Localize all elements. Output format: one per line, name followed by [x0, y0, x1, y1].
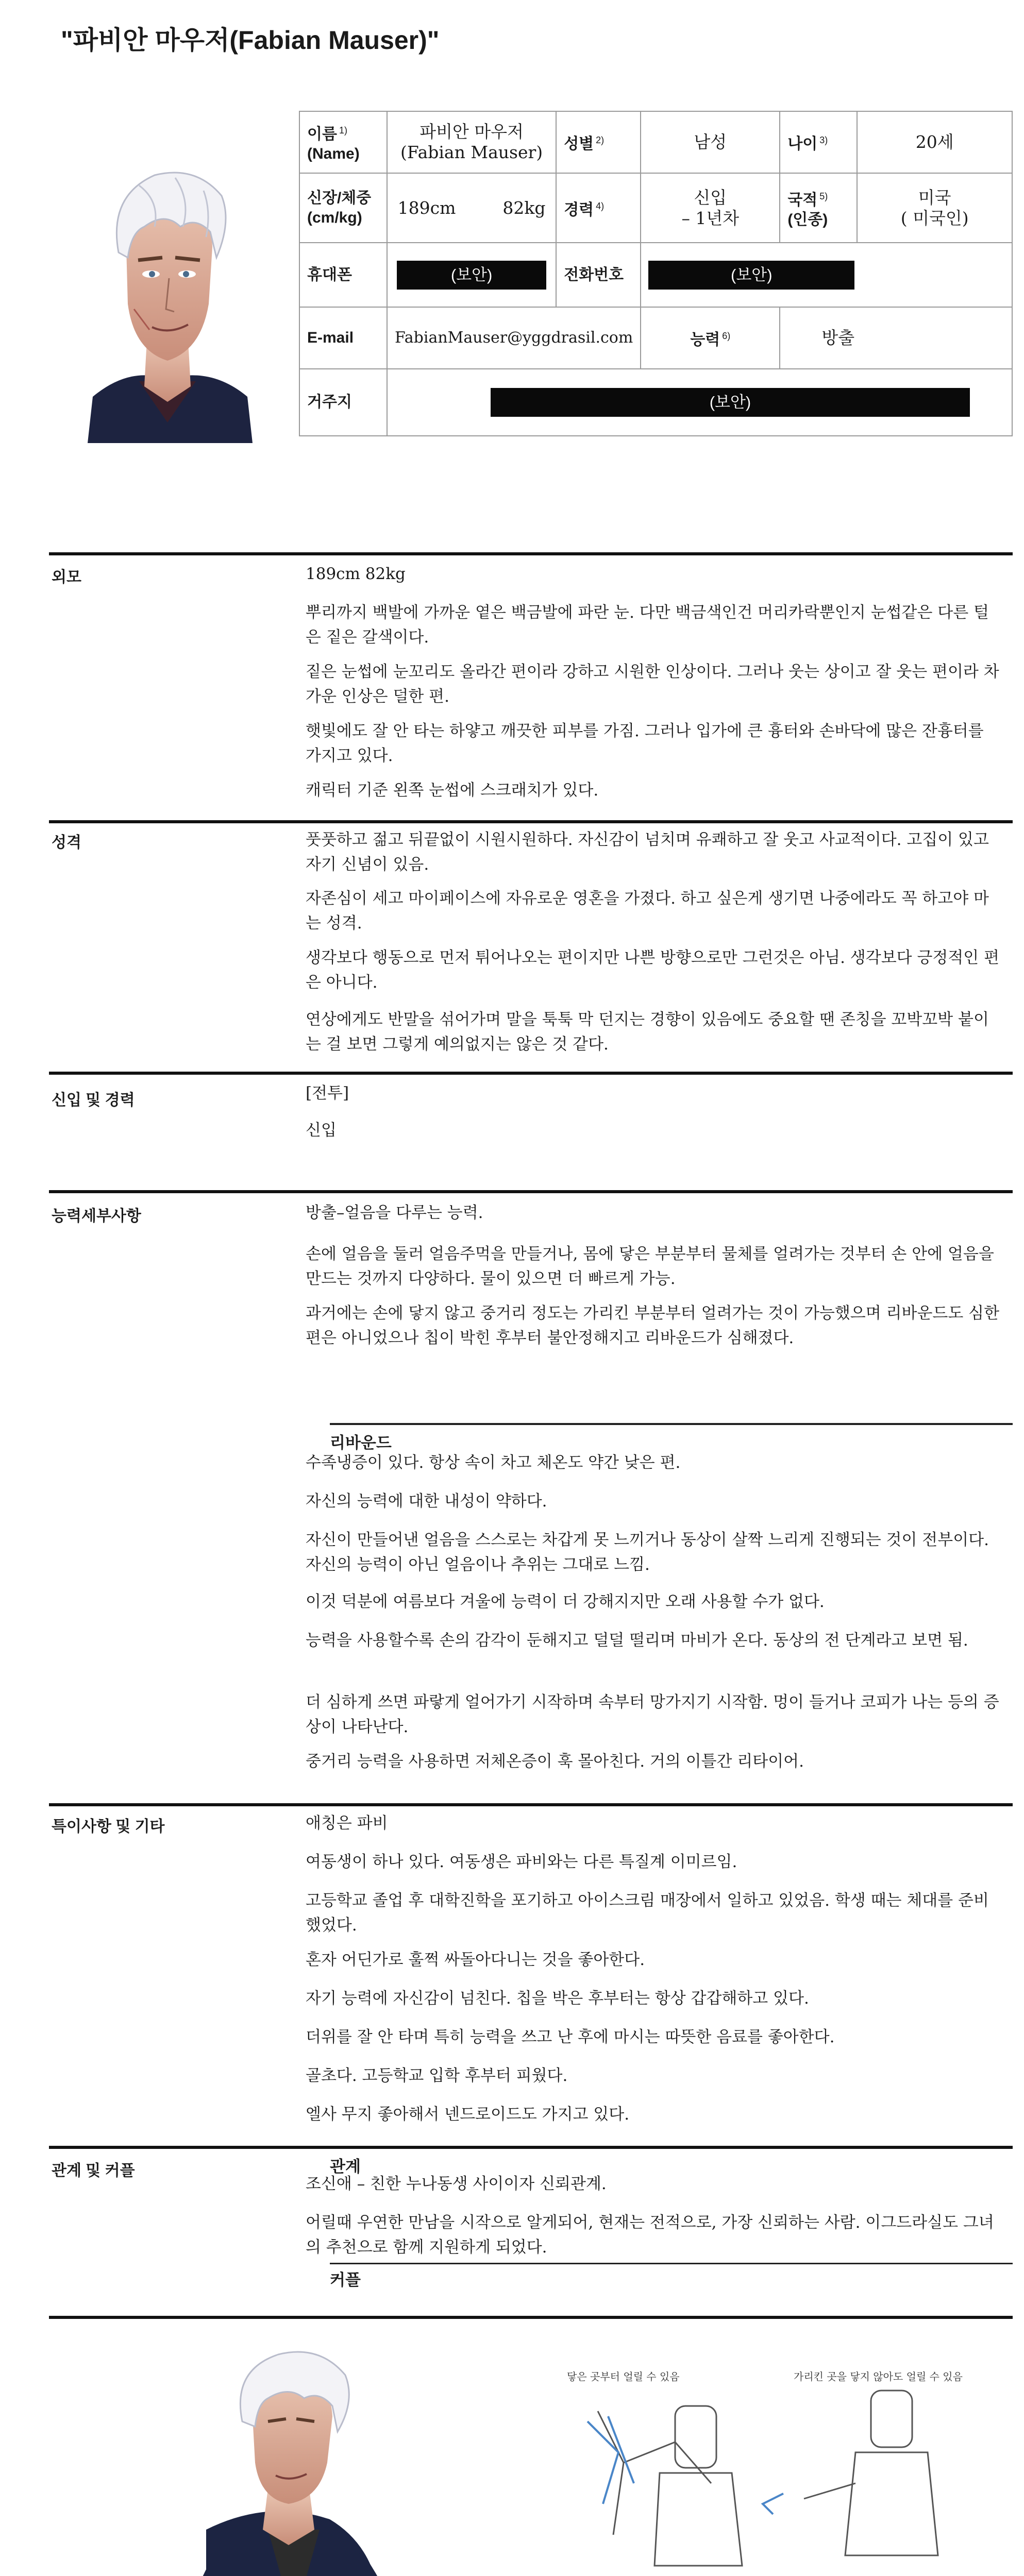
nationality-value-2: ( 미국인)	[900, 208, 969, 228]
address-label: 거주지	[299, 369, 387, 436]
hw-label-en: (cm/kg)	[307, 209, 362, 226]
career-value-1: 신입	[694, 187, 727, 208]
name-value-ko: 파비안 마우저	[419, 122, 524, 142]
appearance-p1: 189cm 82kg	[306, 565, 406, 583]
note-1: 닿은 곳부터 얼릴 수 있음	[567, 2370, 680, 2383]
ability-label-cell	[641, 307, 780, 369]
misc-p2: 여동생이 하나 있다. 여동생은 파비와는 다른 특질계 이미르임.	[306, 1853, 737, 1871]
ability-label: 능력	[690, 331, 720, 348]
page-title: "파비안 마우저(Fabian Mauser)"	[61, 26, 440, 55]
rebound-rule	[330, 1423, 1013, 1425]
couple-title: 커플	[330, 2271, 361, 2289]
ability-p3: 과거에는 손에 닿지 않고 중거리 정도는 가리킨 부분부터 얼려가는 것이 가능했으며 리바운드도 심한 편은 아니었으나 칩이 박힌 후부터 불안정해지고 리바운드가 심해졌다.	[306, 1304, 1000, 1347]
divider	[49, 1803, 1013, 1806]
mobile-redacted: (보안)	[397, 261, 546, 290]
appearance-p4: 햇빛에도 잘 안 타는 하얗고 깨끗한 피부를 가짐. 그러나 입가에 큰 흉터와 손바닥에 많은 잔흉터를 가지고 있다.	[306, 722, 984, 765]
nationality-sup: 5)	[819, 191, 828, 201]
mobile-label: 휴대폰	[299, 243, 387, 307]
appearance-p2: 뿌리까지 백발에 가까운 옅은 백금발에 파란 눈. 다만 백금색인건 머리카락뿐인지 눈썹같은 다른 털은 짙은 갈색이다.	[306, 603, 989, 647]
rebound-p7: 중거리 능력을 사용하면 저체온증이 훅 몰아친다. 거의 이틀간 리타이어.	[306, 1752, 804, 1771]
misc-p3: 고등학교 졸업 후 대학진학을 포기하고 아이스크림 매장에서 일하고 있었음. 학생 때는 체대를 준비했었다.	[306, 1891, 989, 1935]
hw-label: 신장/체중	[307, 189, 372, 207]
height-value: 189cm	[397, 197, 456, 218]
mobile-value-cell	[387, 243, 556, 307]
appearance-p3: 짙은 눈썹에 눈꼬리도 올라간 편이라 강하고 시원한 인상이다. 그러나 웃는 상이고 잘 웃는 편이라 차가운 인상은 덜한 편.	[306, 663, 999, 706]
section-label-ability: 능력세부사항	[52, 1208, 141, 1225]
divider	[49, 552, 1013, 555]
name-label-cell	[299, 111, 387, 173]
nationality-label-cell	[780, 173, 857, 243]
profile-table	[299, 111, 1013, 436]
career-label-cell	[556, 173, 641, 243]
relation-title: 관계	[330, 2158, 361, 2176]
hw-label-cell	[299, 173, 387, 243]
character-portrait	[77, 155, 258, 443]
section-label-personality: 성격	[52, 834, 81, 851]
divider	[49, 1190, 1013, 1193]
name-label: 이름	[307, 126, 337, 143]
address-value-cell	[387, 369, 1012, 436]
misc-p5: 자기 능력에 자신감이 넘친다. 칩을 박은 후부터는 항상 갑갑해하고 있다.	[306, 1989, 809, 2008]
rebound-p2: 자신의 능력에 대한 내성이 약하다.	[306, 1492, 547, 1511]
character-fullbody-illustration	[52, 2334, 567, 2576]
age-label-cell	[780, 111, 857, 173]
misc-p4: 혼자 어딘가로 훌쩍 싸돌아다니는 것을 좋아한다.	[306, 1951, 645, 1969]
personality-p3: 생각보다 행동으로 먼저 튀어나오는 편이지만 나쁜 방향으로만 그런것은 아님. 생각보다 긍정적인 편은 아니다.	[306, 948, 1000, 992]
rebound-title: 리바운드	[330, 1434, 392, 1452]
section-label-career: 신입 및 경력	[52, 1092, 135, 1109]
nationality-value-1: 미국	[918, 187, 951, 208]
gender-sup: 2)	[596, 135, 605, 145]
career-value-cell	[641, 173, 780, 243]
couple-rule	[330, 2263, 1013, 2264]
email-label: E-mail	[299, 307, 387, 369]
nationality-label: 국적	[787, 191, 818, 209]
phone-value-cell	[641, 243, 1012, 307]
ability-sup: 6)	[722, 331, 731, 341]
section-label-misc: 특이사항 및 기타	[52, 1818, 165, 1835]
career-p1: [전투]	[306, 1084, 349, 1103]
career-p2: 신입	[306, 1121, 337, 1140]
rebound-p3: 자신이 만들어낸 얼음을 스스로는 차갑게 못 느끼거나 동상이 살짝 느리게 진행되는 것이 전부이다. 자신의 능력이 아닌 얼음이나 추위는 그대로 느낌.	[306, 1531, 989, 1574]
rebound-p1: 수족냉증이 있다. 항상 속이 차고 체온도 약간 낮은 편.	[306, 1453, 681, 1472]
name-value-en: (Fabian Mauser)	[400, 142, 543, 162]
divider	[49, 2146, 1013, 2149]
name-sup: 1)	[339, 125, 347, 135]
divider	[49, 820, 1013, 823]
rebound-p6: 더 심하게 쓰면 파랗게 얼어가기 시작하며 속부터 망가지기 시작함. 멍이 들거나 코피가 나는 등의 증상이 나타난다.	[306, 1693, 999, 1736]
age-sup: 3)	[819, 135, 828, 145]
misc-p6: 더위를 잘 안 타며 특히 능력을 쓰고 난 후에 마시는 따뜻한 음료를 좋아한다.	[306, 2028, 835, 2046]
nationality-value-cell	[857, 173, 1012, 243]
age-value: 20세	[857, 111, 1012, 173]
misc-p7: 골초다. 고등학교 입학 후부터 피웠다.	[306, 2066, 568, 2085]
rebound-p5: 능력을 사용할수록 손의 감각이 둔해지고 덜덜 떨리며 마비가 온다. 동상의 전 단계라고 보면 됨.	[306, 1631, 968, 1650]
divider	[49, 1072, 1013, 1075]
relation-p1: 조신애 – 친한 누나동생 사이이자 신뢰관계.	[306, 2175, 607, 2193]
rebound-p4: 이것 덕분에 여름보다 겨울에 능력이 더 강해지지만 오래 사용할 수가 없다.	[306, 1592, 825, 1611]
divider	[49, 2316, 1013, 2319]
appearance-p5: 캐릭터 기준 왼쪽 눈썹에 스크래치가 있다.	[306, 781, 599, 800]
phone-label: 전화번호	[556, 243, 641, 307]
personality-p2: 자존심이 세고 마이페이스에 자유로운 영혼을 가졌다. 하고 싶은게 생기면 나중에라도 꼭 하고야 마는 성격.	[306, 889, 989, 933]
email-value: FabianMauser@yggdrasil.com	[387, 307, 641, 369]
weight-value: 82kg	[502, 197, 546, 218]
section-label-relations: 관계 및 커플	[52, 2162, 135, 2179]
phone-redacted: (보안)	[648, 261, 854, 290]
nationality-label-2: (인종)	[787, 211, 828, 228]
hw-value-cell	[387, 173, 556, 243]
address-redacted: (보안)	[491, 388, 970, 417]
personality-p1: 풋풋하고 젊고 뒤끝없이 시원시원하다. 자신감이 넘치며 유쾌하고 잘 웃고 사교적이다. 고집이 있고 자기 신념이 있음.	[306, 831, 989, 874]
ability-value: 방출	[780, 307, 1012, 369]
career-sup: 4)	[596, 200, 605, 211]
misc-p8: 엘사 무지 좋아해서 넨드로이드도 가지고 있다.	[306, 2105, 630, 2124]
ability-concept-sheet	[557, 2349, 1010, 2576]
misc-p1: 애칭은 파비	[306, 1814, 388, 1833]
name-value-cell	[387, 111, 556, 173]
personality-p4: 연상에게도 반말을 섞어가며 말을 툭툭 막 던지는 경향이 있음에도 중요할 땐 존칭을 꼬박꼬박 붙이는 걸 보면 그렇게 예의없지는 않은 것 같다.	[306, 1010, 989, 1054]
note-2: 가리킨 곳을 닿지 않아도 얼릴 수 있음	[794, 2370, 963, 2383]
age-label: 나이	[787, 135, 818, 152]
career-value-2: – 1년차	[681, 208, 740, 228]
career-label: 경력	[564, 201, 594, 218]
ability-p2: 손에 얼음을 둘러 얼음주먹을 만들거나, 몸에 닿은 부분부터 물체를 얼려가는 것부터 손 안에 얼음을 만드는 것까지 다양하다. 물이 있으면 더 빠르게 가능.	[306, 1245, 994, 1288]
gender-label-cell	[556, 111, 641, 173]
relation-p2: 어릴때 우연한 만남을 시작으로 알게되어, 현재는 전적으로, 가장 신뢰하는 사람. 이그드라실도 그녀의 추천으로 함께 지원하게 되었다.	[306, 2213, 994, 2257]
name-label-en: (Name)	[307, 145, 360, 162]
section-label-appearance: 외모	[52, 569, 81, 586]
gender-label: 성별	[564, 135, 594, 152]
gender-value: 남성	[641, 111, 780, 173]
ability-p1: 방출–얼음을 다루는 능력.	[306, 1204, 483, 1222]
